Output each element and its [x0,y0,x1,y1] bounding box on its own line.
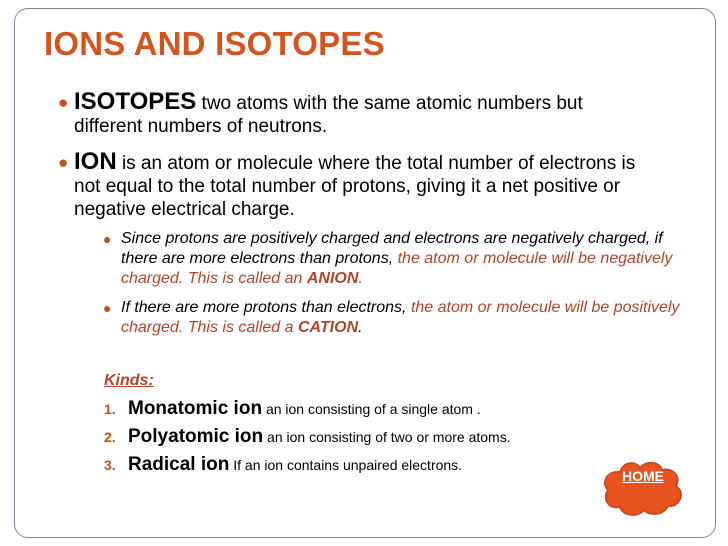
kind-term: Polyatomic ion [128,426,264,447]
bullet-text: negative electrical charge. [74,199,295,220]
bullet-marker-icon: ● [58,93,69,112]
bullet-term: ION [74,148,117,175]
kind-item-monatomic [104,398,481,420]
kind-desc: an ion consisting of a single atom . [262,401,481,417]
bullet-term: ISOTOPES [74,88,197,115]
subbullet-cation [105,298,695,338]
kind-number: 2. [104,429,116,445]
bullet-text: different numbers of neutrons. [74,116,328,137]
subbullet-strong: CATION [297,319,359,336]
kind-desc: an ion consisting of two or more atoms. [263,429,511,445]
kind-term: Radical ion [128,454,230,475]
bullet-text: two atoms with the same atomic numbers but [196,93,583,114]
bullet-text: is an atom or molecule where the total number of electrons is [116,153,636,174]
subbullet-text: positively charged. This is called a [121,299,680,336]
kind-item-radical [104,454,462,476]
bullet-marker-icon: ● [58,153,69,172]
home-button[interactable]: HOME [622,468,664,484]
bullet-ion [58,150,698,221]
kinds-heading: Kinds: [104,372,154,389]
subbullet-end: . [358,319,363,336]
subbullet-text: Since protons are positively charged and electrons are negatively charged, if there are more electrons than protons, [121,230,663,267]
subbullet-text: If there are more protons than electrons, [121,299,411,316]
bullet-isotopes [58,90,698,138]
kind-desc: If an ion contains unpaired electrons. [229,457,463,473]
subbullet-anion [105,229,695,289]
subbullet-end: . [358,270,363,287]
kind-number: 3. [104,457,116,473]
bullet-text: not equal to the total number of protons, giving it a net positive or [74,176,621,197]
kind-item-polyatomic [104,426,511,448]
subbullet-highlight: the atom or molecule will be negatively charged. This is called an [121,250,673,287]
subbullet-highlight: the atom or molecule will be [410,299,610,316]
subbullet-marker-icon: ● [103,300,112,316]
kind-number: 1. [104,401,116,417]
subbullet-strong: ANION [306,270,359,287]
subbullet-marker-icon: ● [103,231,112,247]
slide-title: IONS AND ISOTOPES [44,25,385,62]
kind-term: Monatomic ion [128,398,263,419]
